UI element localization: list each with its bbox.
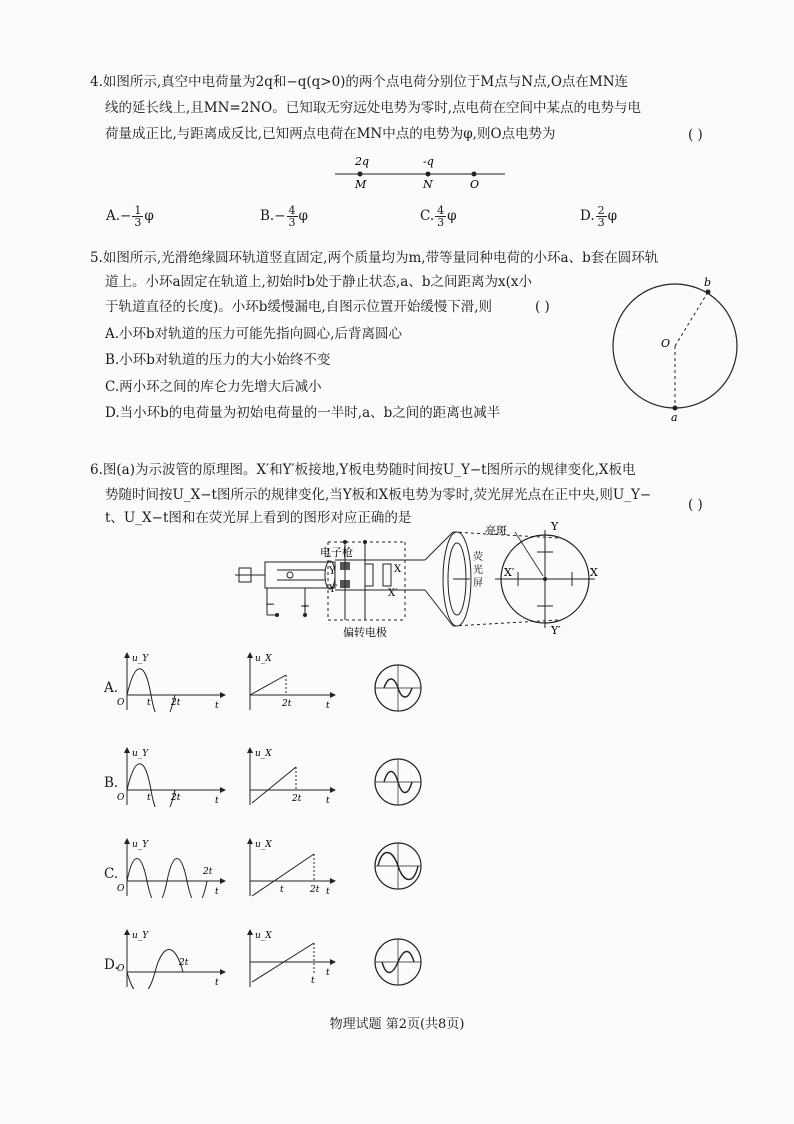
q6-crt-diagram	[225, 520, 610, 650]
label-gun: 电子枪	[320, 546, 353, 559]
uy-label: u_Y	[132, 654, 149, 664]
q6-answer-paren: ( )	[688, 497, 703, 513]
label-o: O	[470, 178, 480, 191]
label-yp-axis: Y′	[551, 624, 561, 637]
q6-a-uy-graph	[115, 650, 227, 712]
label-plates: 偏转电极	[343, 626, 387, 639]
q6-b-screen	[372, 756, 424, 808]
label-x-plate: X	[394, 564, 402, 575]
q6-b-ux-graph	[238, 745, 338, 807]
q6-a-ux-graph	[238, 650, 338, 712]
q4-option-c[interactable]: C. $\frac{4}{3}$ φ	[420, 204, 457, 229]
ux-label: u_X	[255, 931, 272, 941]
ux-label: u_X	[255, 749, 272, 759]
label-x-axis: X	[590, 566, 598, 579]
q6-option-d-letter[interactable]: D.	[104, 957, 119, 973]
label-o: O	[661, 337, 671, 350]
q6-c-ux-graph	[238, 836, 338, 898]
q5-line1: 5.如图所示,光滑绝缘圆环轨道竖直固定,两个质量均为m,带等量同种电荷的小环a、b套在圆环轨	[90, 250, 659, 266]
tick-2t: 2t	[310, 885, 320, 895]
tick-2t: 2t	[171, 698, 181, 708]
label-y-plate: Y	[329, 566, 336, 577]
q5-line2: 道上。小环a固定在轨道上,初始时b处于静止状态,a、b之间距离为x(x小	[105, 274, 532, 290]
point-o	[472, 172, 477, 177]
q5-line3: 于轨道直径的长度)。小环b缓慢漏电,自图示位置开始缓慢下滑,则	[105, 299, 492, 315]
origin-label: O	[117, 698, 125, 708]
q5-option-d[interactable]: D.当小环b的电荷量为初始电荷量的一半时,a、b之间的距离也减半	[105, 405, 501, 421]
tick-t: t	[147, 698, 151, 708]
label-yp-plate: Y′	[329, 584, 338, 595]
label-2q: 2q	[355, 155, 370, 168]
ux-label: u_X	[255, 840, 272, 850]
q5-option-c[interactable]: C.两小环之间的库仑力先增大后减小	[105, 379, 322, 395]
axis-t: t	[326, 887, 330, 897]
ring-a	[673, 406, 678, 411]
q5-option-a[interactable]: A.小环b对轨道的压力可能先指向圆心,后背离圆心	[105, 326, 402, 342]
q6-c-uy-graph	[115, 836, 227, 898]
axis-t: t	[326, 968, 330, 978]
uy-label: u_Y	[132, 840, 149, 850]
label-y-axis: Y	[551, 520, 559, 533]
page-footer: 物理试题 第2页(共8页)	[329, 1017, 465, 1032]
label-xp-axis: X′	[504, 566, 515, 579]
label-screen-2: 光	[473, 565, 483, 576]
q6-d-ux-graph	[238, 927, 338, 989]
tick-2t: 2t	[171, 793, 181, 803]
q4-option-d[interactable]: D. $\frac{2}{3}$ φ	[580, 204, 618, 229]
q6-a-screen	[372, 662, 424, 714]
label-screen-1: 荧	[473, 552, 483, 563]
q6-line3: t、U_X−t图和在荧光屏上看到的图形对应正确的是	[105, 510, 412, 526]
q6-option-a-letter[interactable]: A.	[104, 680, 119, 696]
q5-answer-paren: ( )	[535, 299, 550, 315]
point-n	[426, 172, 431, 177]
q4-option-b[interactable]: B.− $\frac{4}{3}$ φ	[260, 204, 308, 229]
label-minus-terminal: −	[265, 597, 276, 611]
tick-t: t	[311, 976, 315, 986]
q4-line2: 线的延长线上,且MN=2NO。已知取无穷远处电势为零时,点电荷在空间中某点的电势与电	[105, 100, 641, 116]
q5-ring-figure	[600, 272, 750, 422]
label-minus-q: -q	[423, 155, 434, 168]
label-spot: 亮斑	[485, 524, 507, 537]
tick-2t: 2t	[203, 867, 213, 877]
tick-2t: 2t	[179, 958, 189, 968]
q6-d-screen	[372, 936, 424, 988]
axis-t: t	[215, 701, 219, 711]
point-m	[358, 172, 363, 177]
label-m: M	[355, 178, 367, 191]
tick-2t: 2t	[282, 699, 292, 709]
uy-label: u_Y	[132, 749, 149, 759]
origin-label: O	[117, 884, 125, 894]
label-xp-plate: X′	[388, 588, 398, 599]
axis-t: t	[215, 887, 219, 897]
q4-answer-paren: ( )	[688, 127, 703, 143]
axis-t: t	[215, 796, 219, 806]
axis-t: t	[215, 978, 219, 988]
q4-line3: 荷量成正比,与距离成反比,已知两点电荷在MN中点的电势为φ,则O点电势为	[105, 126, 556, 142]
axis-t: t	[326, 796, 330, 806]
q5-option-b[interactable]: B.小环b对轨道的压力的大小始终不变	[105, 352, 331, 368]
q6-option-b-letter[interactable]: B.	[104, 775, 119, 791]
q6-d-uy-graph	[115, 927, 227, 989]
tick-t: t	[147, 793, 151, 803]
q4-option-a[interactable]: A.− $\frac{1}{3}$ φ	[106, 204, 154, 229]
origin-label: O	[117, 964, 125, 974]
q4-line1: 4.如图所示,真空中电荷量为2q和−q(q>0)的两个点电荷分别位于M点与N点,O点在MN连	[90, 74, 629, 90]
axis-t: t	[326, 701, 330, 711]
q4-charge-figure	[330, 150, 510, 192]
q6-c-screen	[372, 840, 424, 892]
q6-line1: 6.图(a)为示波管的原理图。X′和Y′板接地,Y板电势随时间按U_Y−t图所示的规律变化,X板电	[90, 462, 636, 478]
label-plus-terminal: +	[300, 599, 311, 613]
uy-label: u_Y	[132, 931, 149, 941]
q6-b-uy-graph	[115, 745, 227, 807]
ux-label: u_X	[255, 654, 272, 664]
q6-line2: 势随时间按U_X−t图所示的规律变化,当Y板和X板电势为零时,荧光屏光点在正中央,则U_Y−	[105, 487, 652, 503]
label-n: N	[423, 178, 433, 191]
tick-2t: 2t	[292, 794, 302, 804]
label-screen-3: 屏	[473, 578, 483, 589]
ring-b	[706, 290, 711, 295]
label-a: a	[671, 411, 678, 422]
origin-label: O	[117, 793, 125, 803]
q6-option-c-letter[interactable]: C.	[104, 866, 119, 882]
label-b: b	[704, 276, 712, 289]
tick-t: t	[280, 885, 284, 895]
